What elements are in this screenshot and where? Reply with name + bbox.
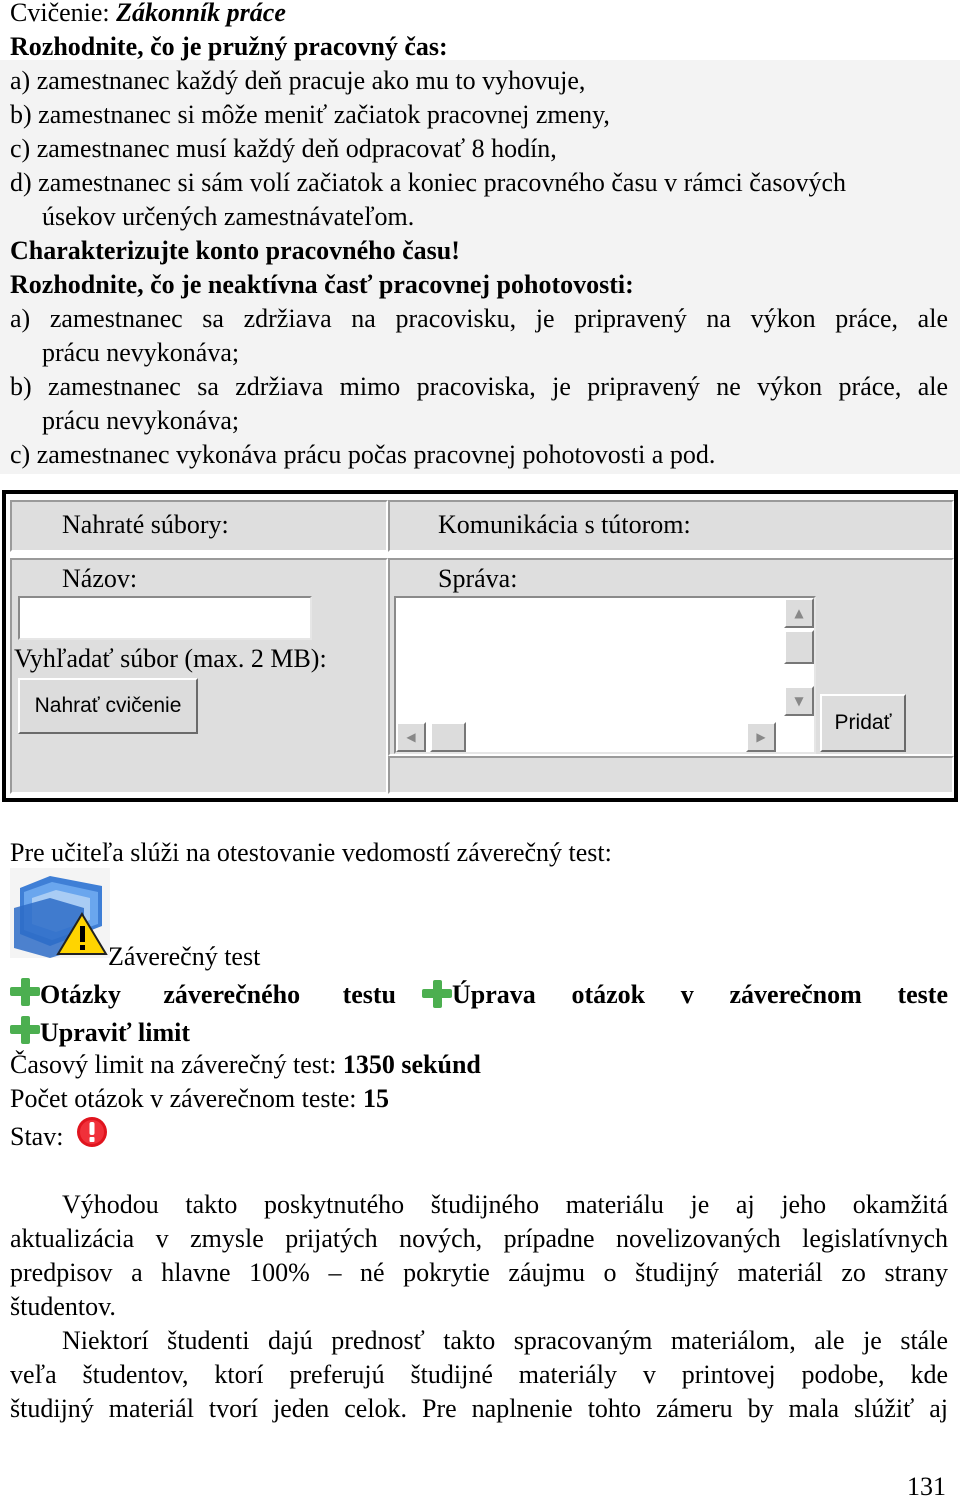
question-1-option-d: d) zamestnanec si sám volí začiatok a koniec pracovného času v rámci časových [10, 168, 846, 197]
alert-icon [76, 1116, 108, 1148]
edit-limit-link[interactable]: Upraviť limit [40, 1018, 191, 1047]
upload-panel [2, 490, 958, 802]
paragraph-1-line-1: Výhodou takto poskytnutého študijného materiálu je aj jeho okamžitá [62, 1190, 948, 1219]
question-1-option-c: c) zamestnanec musí každý deň odpracovať 8 hodín, [10, 134, 557, 163]
tutor-communication-header [388, 500, 954, 552]
question-count-value: 15 [363, 1084, 390, 1113]
paragraph-2-line-1: Niektorí študenti dajú prednosť takto spracovaným materiálom, ale je stále [62, 1326, 948, 1355]
add-message-button[interactable]: Pridať [820, 694, 906, 752]
question-3-option-b-cont: prácu nevykonáva; [42, 406, 240, 435]
time-limit-row [10, 1048, 481, 1082]
title-prefix: Cvičenie: [10, 0, 117, 27]
question-3-option-a: a) zamestnanec sa zdržiava na pracovisku, je pripravený na výkon práce, ale [10, 304, 948, 333]
uploaded-files-label: Nahraté súbory: [62, 510, 229, 539]
plus-icon [422, 980, 452, 1008]
question-1-heading: Rozhodnite, čo je pružný pracovný čas: [10, 32, 448, 61]
question-count-label: Počet otázok v záverečnom teste: [10, 1084, 364, 1113]
title-name: Zákonník práce [116, 0, 286, 27]
message-form-footer [388, 756, 954, 794]
question-2-heading: Charakterizujte konto pracovného času! [10, 236, 460, 265]
plus-icon [10, 1016, 40, 1044]
paragraph-1-line-2: aktualizácia v zmysle prijatých nových, prípadne novelizovaných legislatívnych [10, 1224, 948, 1253]
file-name-input[interactable] [18, 596, 312, 640]
question-3-heading: Rozhodnite, čo je neaktívna časť pracovnej pohotovosti: [10, 270, 634, 299]
question-1-option-a: a) zamestnanec každý deň pracuje ako mu to vyhovuje, [10, 66, 586, 95]
message-label: Správa: [438, 564, 518, 593]
scroll-right-icon[interactable]: ▶ [746, 722, 776, 752]
question-count-row [10, 1082, 389, 1116]
plus-icon [10, 978, 40, 1006]
question-3-option-c: c) zamestnanec vykonáva prácu počas pracovnej pohotovosti a pod. [10, 440, 716, 469]
final-test-intro: Pre učiteľa slúži na otestovanie vedomostí záverečný test: [10, 838, 612, 867]
vertical-scroll-thumb[interactable] [784, 630, 814, 664]
page-number: 131 [907, 1472, 946, 1501]
message-textarea[interactable] [394, 596, 816, 754]
message-form-cell [388, 558, 954, 756]
final-test-icon[interactable] [10, 868, 110, 958]
edit-limit-row [10, 1016, 190, 1050]
edit-questions-link[interactable]: Úprava otázok v záverečnom teste [452, 980, 948, 1009]
scroll-down-icon[interactable]: ▼ [784, 686, 814, 716]
paragraph-1-line-3: predpisov a hlavne 100% – né pokrytie záujmu o študijný materiál zo strany [10, 1258, 948, 1287]
question-3-option-a-cont: prácu nevykonáva; [42, 338, 240, 367]
status-row [10, 1120, 63, 1154]
time-limit-value: 1350 sekúnd [342, 1050, 481, 1079]
question-3-option-b: b) zamestnanec sa zdržiava mimo pracoviska, je pripravený ne výkon práce, ale [10, 372, 948, 401]
file-name-label: Názov: [62, 564, 138, 593]
paragraph-1-line-4: študentov. [10, 1292, 116, 1321]
question-1-option-d-cont: úsekov určených zamestnávateľom. [42, 202, 415, 231]
upload-exercise-button[interactable]: Nahrať cvičenie [18, 678, 198, 734]
horizontal-scroll-thumb[interactable] [430, 722, 466, 752]
question-1-option-b: b) zamestnanec si môže meniť začiatok pracovnej zmeny, [10, 100, 610, 129]
upload-form-cell [10, 558, 388, 794]
scroll-up-icon[interactable]: ▲ [784, 598, 814, 628]
tutor-communication-label: Komunikácia s tútorom: [438, 510, 691, 539]
final-test-label[interactable]: Záverečný test [108, 942, 261, 971]
time-limit-label: Časový limit na záverečný test: [10, 1050, 343, 1079]
test-links-row [10, 978, 948, 1012]
scroll-left-icon[interactable]: ◀ [396, 722, 426, 752]
paragraph-2-line-3: študijný materiál tvorí jeden celok. Pre naplnenie tohto zámeru by mala slúžiť aj [10, 1394, 948, 1423]
file-search-label: Vyhľadať súbor (max. 2 MB): [14, 644, 327, 673]
exercise-title [10, 0, 286, 30]
paragraph-2-line-2: veľa študentov, ktorí preferujú študijné materiály v printovej podobe, kde [10, 1360, 948, 1389]
test-questions-link[interactable]: Otázky záverečného testu [40, 980, 397, 1009]
status-label: Stav: [10, 1122, 64, 1151]
uploaded-files-header [10, 500, 388, 552]
